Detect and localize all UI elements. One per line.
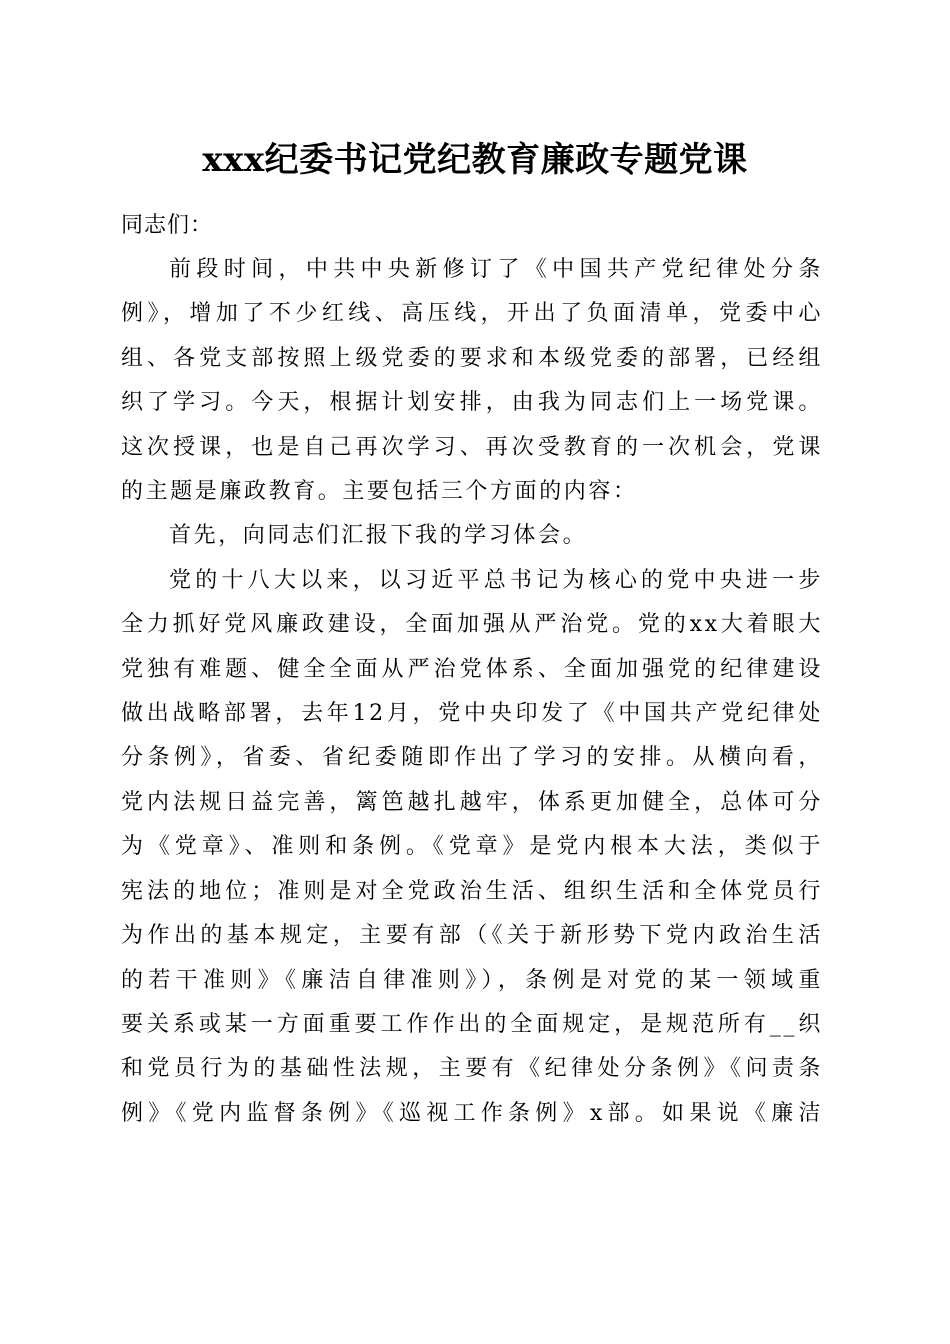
paragraph-intro — [121, 248, 823, 514]
text-line: 的主题是廉政教育。主要包括三个方面的内容： — [121, 479, 638, 505]
text-line: 这次授课，也是自己再次学习、再次受教育的一次机会，党课 — [121, 434, 823, 460]
text-line: 的若干准则》《廉洁自律准则》），条例是对党的某一领域重 — [121, 967, 823, 993]
text-line: 组、各党支部按照上级党委的要求和本级党委的部署，已经组 — [121, 345, 823, 371]
text-line: 宪法的地位；准则是对全党政治生活、组织生活和全体党员行 — [121, 878, 823, 904]
document-title: xxx纪委书记党纪教育廉政专题党课 — [202, 140, 748, 180]
text-line: 做出战略部署，去年12月，党中央印发了《中国共产党纪律处 — [121, 701, 823, 727]
text-line: 党内法规日益完善，篱笆越扎越牢，体系更加健全，总体可分 — [121, 789, 823, 815]
document-body — [121, 204, 823, 1136]
paragraph-first-point — [121, 514, 823, 558]
text-line: 前段时间，中共中央新修订了《中国共产党纪律处分条 — [169, 257, 823, 282]
text-line: 和党员行为的基础性法规，主要有《纪律处分条例》《问责条 — [121, 1056, 823, 1082]
text-line: 首先，向同志们汇报下我的学习体会。 — [169, 523, 588, 549]
text-line: 全力抓好党风廉政建设，全面加强从严治党。党的xx大着眼大 — [121, 612, 823, 638]
text-line: 例》《党内监督条例》《巡视工作条例》x部。如果说《廉洁 — [121, 1100, 823, 1126]
text-line: 分条例》，省委、省纪委随即作出了学习的安排。从横向看， — [121, 745, 823, 771]
text-line: 为作出的基本规定，主要有部（《关于新形势下党内政治生活 — [121, 923, 823, 949]
text-line: 要关系或某一方面重要工作作出的全面规定，是规范所有__织 — [121, 1011, 823, 1037]
text-line: 党独有难题、健全全面从严治党体系、全面加强党的纪律建设 — [121, 656, 823, 682]
text-line: 党的十八大以来，以习近平总书记为核心的党中央进一步 — [169, 567, 823, 593]
paragraph-main — [121, 559, 823, 1136]
salutation: 同志们： — [121, 213, 214, 238]
text-line: 为《党章》、准则和条例。《党章》是党内根本大法，类似于 — [121, 834, 823, 860]
text-line: 例》，增加了不少红线、高压线，开出了负面清单，党委中心 — [121, 301, 823, 327]
text-line: 织了学习。今天，根据计划安排，由我为同志们上一场党课。 — [121, 390, 823, 416]
